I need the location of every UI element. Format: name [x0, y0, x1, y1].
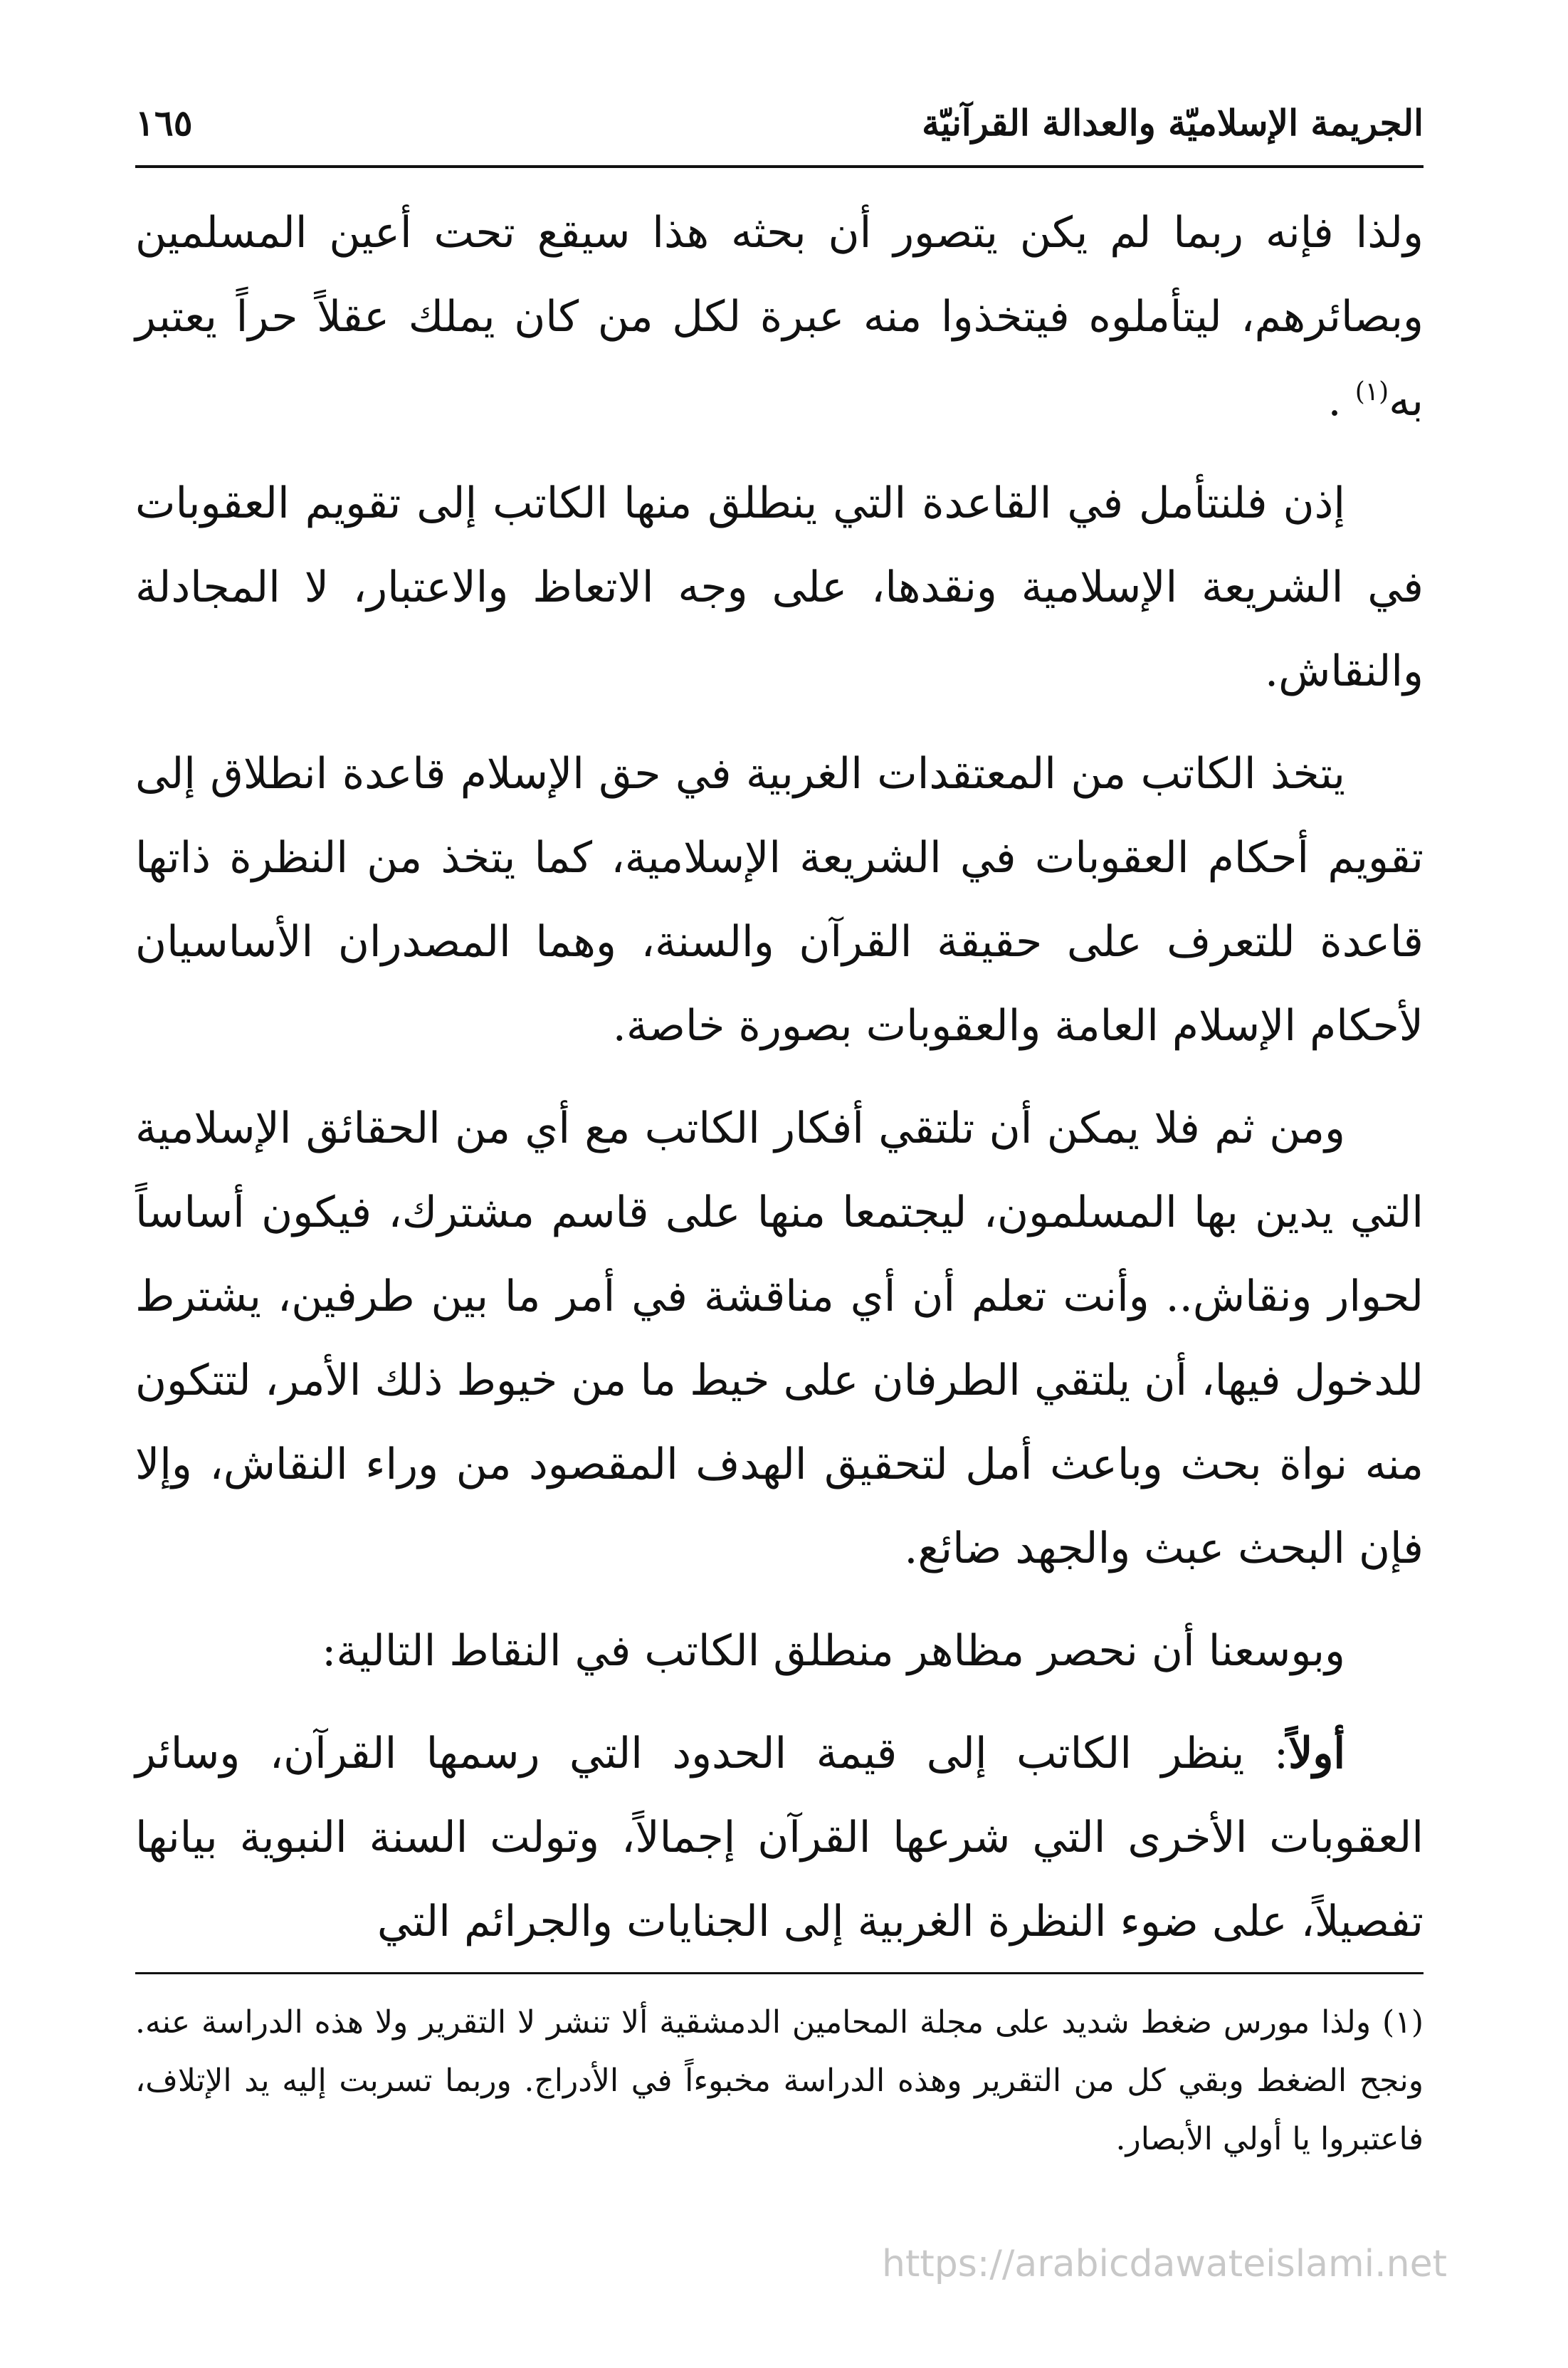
running-title: الجريمة الإسلاميّة والعدالة القرآنيّة: [922, 102, 1424, 144]
page-number: ١٦٥: [135, 102, 193, 144]
paragraph-2: إذن فلنتأمل في القاعدة التي ينطلق منها الكاتب إلى تقويم العقوبات في الشريعة الإسلامية ونقدها، على وجه الاتعاظ والاعتبار، لا المجادلة والنقاش.: [135, 478, 1424, 696]
page-header: [135, 91, 1424, 155]
point-one-label: أولاً: [1288, 1729, 1345, 1778]
paragraph-1-text: ولذا فإنه ربما لم يكن يتصور أن بحثه هذا سيقع تحت أعين المسلمين وبصائرهم، ليتأملوه فيتخذوا منه عبرة لكل من كان يملك عقلاً حراً يعتبر به: [135, 208, 1424, 426]
paragraph-1-end: .: [1327, 376, 1355, 426]
watermark-url: https://arabicdawateislami.net: [881, 2243, 1447, 2285]
footnote-rule: [135, 1972, 1424, 1974]
header-rule: [135, 165, 1424, 168]
paragraph-5: وبوسعنا أن نحصر مظاهر منطلق الكاتب في النقاط التالية:: [322, 1626, 1345, 1676]
paragraph-3: يتخذ الكاتب من المعتقدات الغربية في حق الإسلام قاعدة انطلاق إلى تقويم أحكام العقوبات في الشريعة الإسلامية، كما يتخذ من النظرة ذاتها قاعدة للتعرف على حقيقة القرآن والسنة، وهما المصدران الأساسيان لأحكام الإسلام العامة والعقوبات بصورة خاصة.: [135, 749, 1424, 1051]
main-text: [135, 191, 1424, 1982]
paragraph-6: [135, 1712, 1424, 1964]
footnote-text: (١) ولذا مورس ضغط شديد على مجلة المحامين الدمشقية ألا تنشر لا التقرير ولا هذه الدراسة عنه. ونجح الضغط وبقي كل من التقرير وهذه الدراسة مخبوءاً في الأدراج. وربما تسربت إليه يد الإتلاف، فاعتبروا يا أولي الأبصار.: [135, 2004, 1424, 2157]
paragraph-6-text: : ينظر الكاتب إلى قيمة الحدود التي رسمها القرآن، وسائر العقوبات الأخرى التي شرعها القرآن إجمالاً، وتولت السنة النبوية بيانها تفصيلاً، على ضوء النظرة الغربية إلى الجنايات والجرائم التي: [135, 1729, 1424, 1947]
footnote: [135, 1994, 1424, 2169]
footnote-reference[interactable]: (١): [1354, 377, 1389, 407]
paragraph-1: [135, 191, 1424, 443]
paragraph-4: ومن ثم فلا يمكن أن تلتقي أفكار الكاتب مع أي من الحقائق الإسلامية التي يدين بها المسلمون، ليجتمعا منها على قاسم مشترك، فيكون أساساً لحوار ونقاش.. وأنت تعلم أن أي مناقشة في أمر ما بين طرفين، يشترط للدخول فيها، أن يلتقي الطرفان على خيط ما من خيوط ذلك الأمر، لتتكون منه نواة بحث وباعث أمل لتحقيق الهدف المقصود من وراء النقاش، وإلا فإن البحث عبث والجهد ضائع.: [135, 1104, 1424, 1573]
